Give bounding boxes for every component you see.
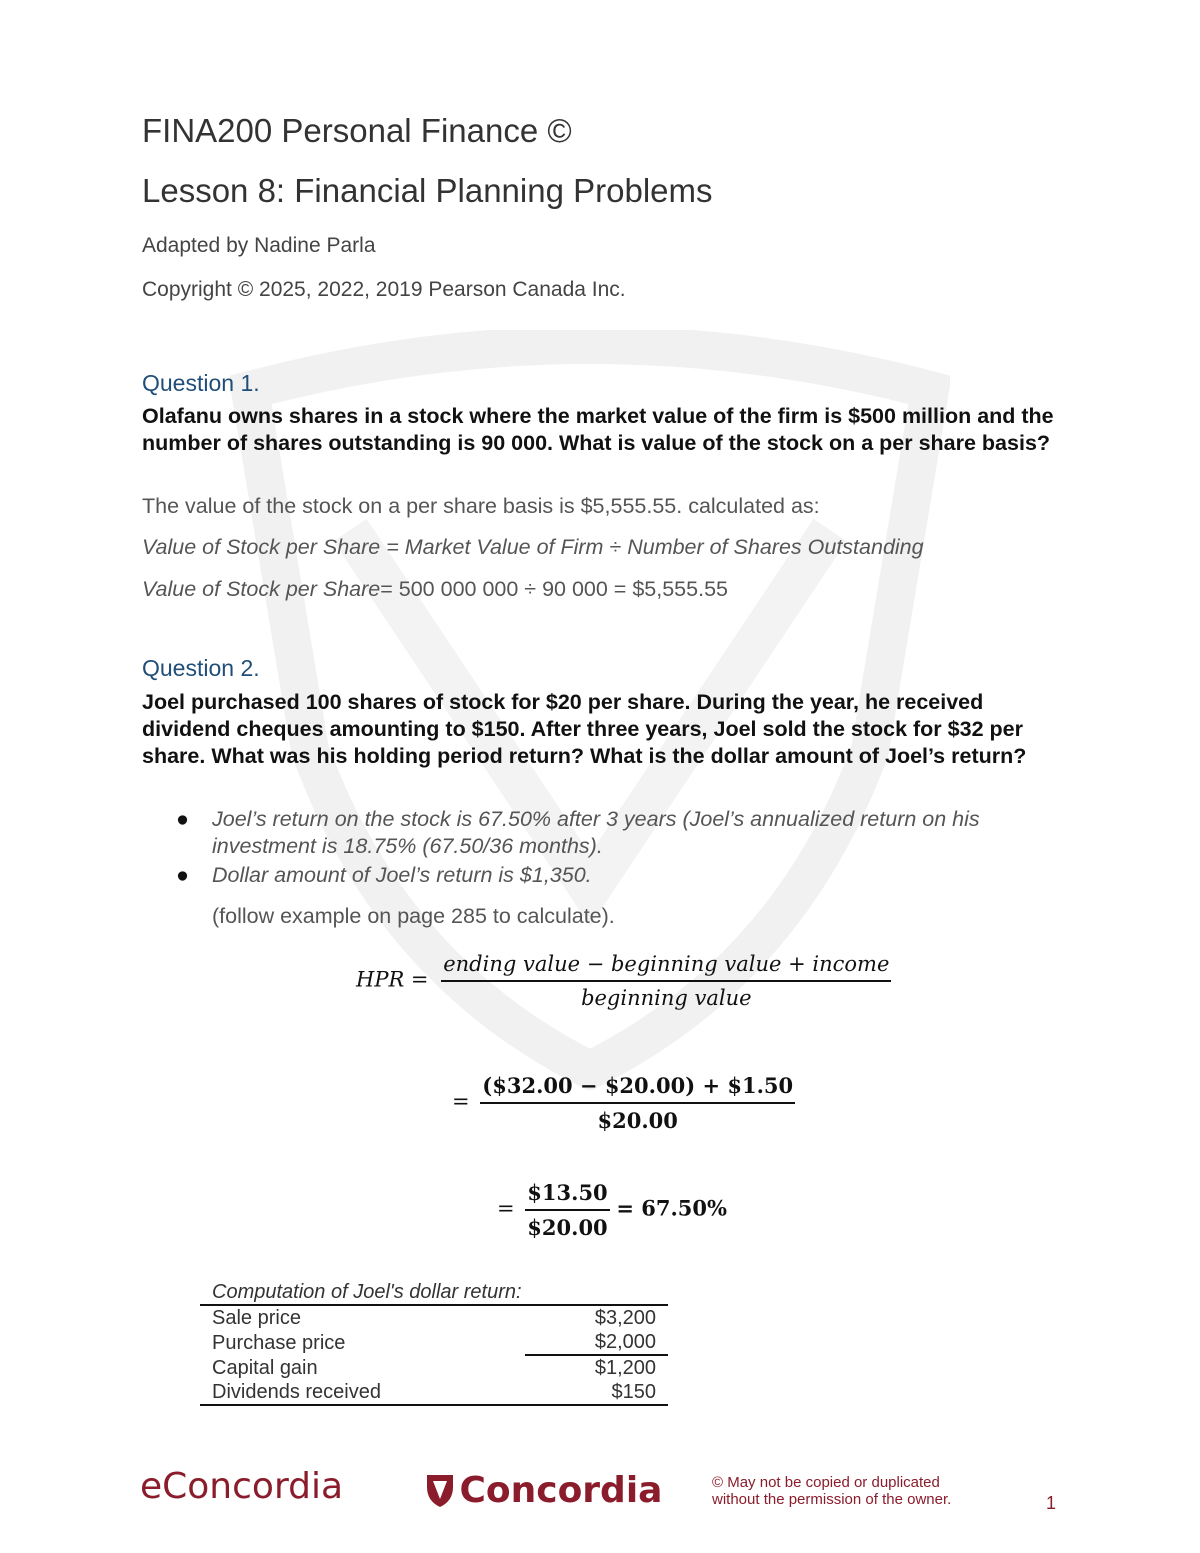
calc-label: Value of Stock per Share <box>142 577 381 601</box>
hpr-lhs: HPR = <box>356 967 429 992</box>
question-1-formula: Value of Stock per Share = Market Value of Firm ÷ Number of Shares Outstanding <box>142 535 924 559</box>
page-number: 1 <box>1046 1493 1057 1513</box>
table-row: Purchase price $2,000 <box>212 1331 656 1354</box>
hpr-fraction <box>441 952 891 1010</box>
copyright-notice: © May not be copied or duplicated without the permission of the owner. <box>712 1474 952 1508</box>
answer-bullets <box>172 806 1072 891</box>
bullet-item: ● Joel’s return on the stock is 67.50% after 3 years (Joel’s annualized return on his investment is 18.75% (67.50/36 months). <box>176 807 980 858</box>
hpr-step-1: = $\frac{(\$32.00 - \$20.00) + \$1.50}{\$20.00}$ <box>452 1073 794 1133</box>
step-2-numerator: $13.50 <box>527 1180 608 1205</box>
question-2-heading: Question 2. <box>142 655 260 681</box>
table-row: Sale price $3,200 <box>212 1307 656 1329</box>
table-row: Capital gain $1,200 <box>200 1355 668 1380</box>
concordia-shield-icon <box>425 1473 455 1509</box>
calculation-note: (follow example on page 285 to calculate). <box>212 904 615 928</box>
question-1-heading: Question 1. <box>142 370 260 396</box>
question-1-answer: The value of the stock on a per share basis is $5,555.55. calculated as: <box>142 494 820 518</box>
concordia-logo <box>425 1470 662 1511</box>
bullet-item: ● Dollar amount of Joel’s return is $1,350. <box>176 863 592 887</box>
step-1-numerator: ($32.00 − $20.00) + $1.50 <box>482 1073 794 1098</box>
hpr-numerator: ending value − beginning value + income <box>443 952 890 976</box>
hpr-step-2: = $\frac{\$13.50}{\$20.00}$ = 67.50% <box>497 1180 727 1240</box>
step-2-fraction <box>525 1180 609 1240</box>
bullet-icon: ● <box>176 807 189 831</box>
question-1-calculation <box>142 577 728 602</box>
author-line: Adapted by Nadine Parla <box>142 234 376 257</box>
question-2-text: Joel purchased 100 shares of stock for $20 per share. During the year, he received dividend cheques amounting to $150. After three years, Joel sold the stock for $32 per share. What was his holding period return? What is the dollar amount of Joel’s return? <box>142 690 1027 768</box>
question-1-text: Olafanu owns shares in a stock where the market value of the firm is $500 million and the number of shares outstanding is 90 000. What is value of the stock on a per share basis? <box>142 404 1054 455</box>
lesson-title: Lesson 8: Financial Planning Problems <box>142 172 713 209</box>
econcordia-logo: eConcordia <box>140 1466 344 1507</box>
step-2-result: = 67.50% <box>616 1195 727 1221</box>
table-row: Dividends received $150 <box>200 1380 668 1405</box>
copyright-line: Copyright © 2025, 2022, 2019 Pearson Canada Inc. <box>142 278 626 301</box>
dollar-return-table <box>200 1280 668 1406</box>
concordia-wordmark: Concordia <box>459 1470 663 1511</box>
hpr-denominator: beginning value <box>441 980 891 1010</box>
course-title: FINA200 Personal Finance © <box>142 112 572 149</box>
bullet-icon: ● <box>176 863 189 887</box>
step-1-denominator: $20.00 <box>480 1102 795 1133</box>
table-caption: Computation of Joel's dollar return: <box>212 1281 522 1303</box>
step-1-fraction <box>480 1073 795 1133</box>
step-2-denominator: $20.00 <box>525 1209 609 1240</box>
hpr-formula <box>356 952 891 1010</box>
calc-value: = 500 000 000 ÷ 90 000 = $5,555.55 <box>380 577 728 601</box>
